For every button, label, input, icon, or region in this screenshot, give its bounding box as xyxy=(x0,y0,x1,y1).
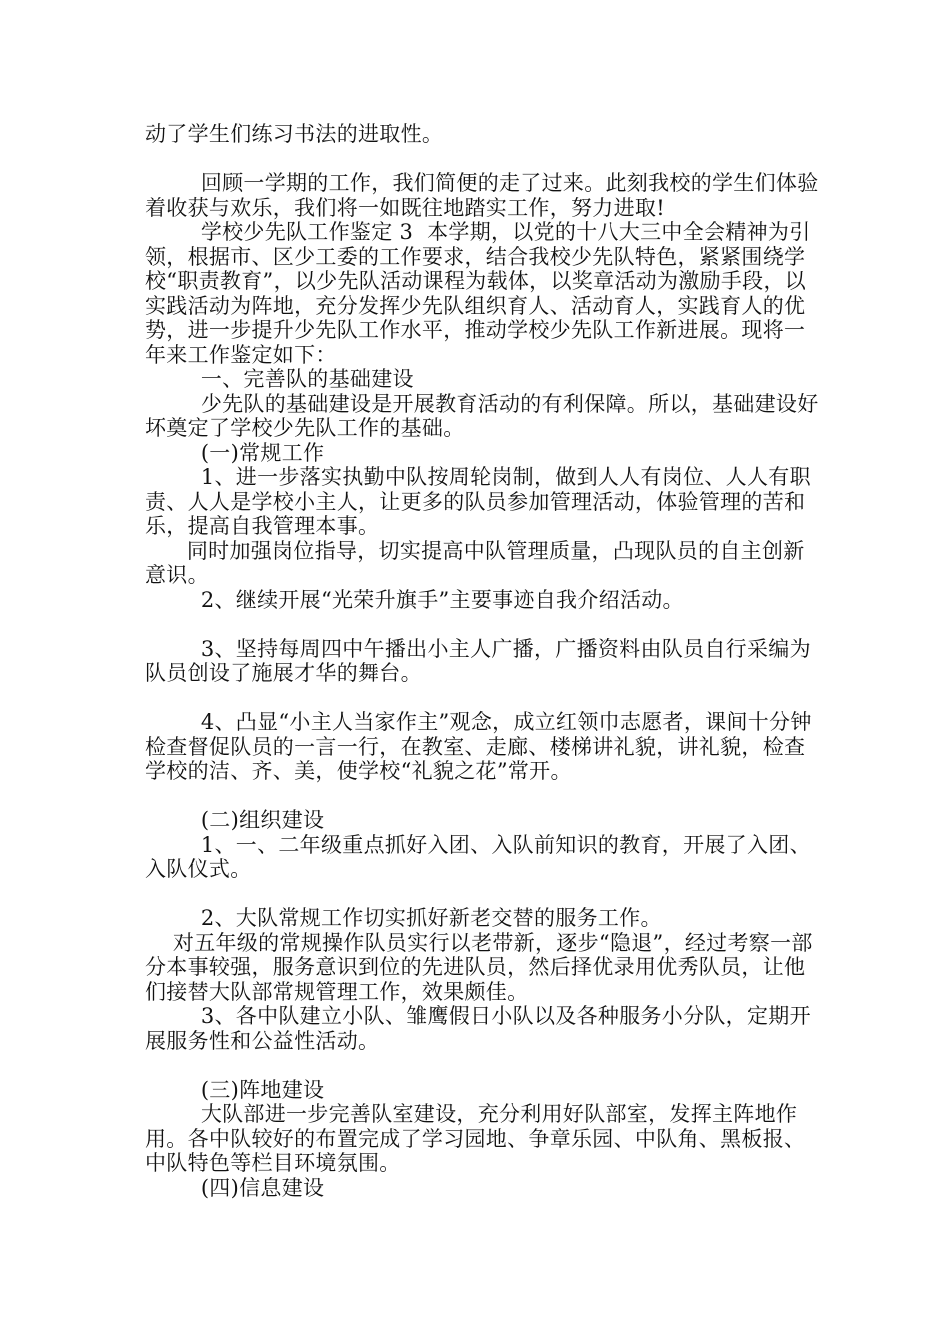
blank-line xyxy=(145,784,825,809)
blank-line xyxy=(145,1053,825,1078)
subsection-heading: (一)常规工作 xyxy=(145,440,325,465)
paragraph: 3、坚持每周四中午播出小主人广播，广播资料由队员自行采编为队员创设了施展才华的舞台。 xyxy=(145,636,811,685)
subsection-heading: (三)阵地建设 xyxy=(145,1077,325,1102)
paragraph: 1、进一步落实执勤中队按周轮岗制，做到人人有岗位、人人有职责、人人是学校小主人，让更多的队员参加管理活动，体验管理的苦和乐，提高自我管理本事。 xyxy=(145,465,811,538)
paragraph: 对五年级的常规操作队员实行以老带新，逐步“隐退”，经过考察一部分本事较强，服务意识到位的先进队员，然后择优录用优秀队员，让他们接替大队部常规管理工作，效果颇佳。 xyxy=(145,930,813,1004)
paragraph: 大队部进一步完善队室建设，充分利用好队部室，发挥主阵地作用。各中队较好的布置完成了学习园地、争章乐园、中队角、黑板报、中队特色等栏目环境氛围。 xyxy=(145,1102,806,1175)
blank-line xyxy=(145,686,825,711)
paragraph: 回顾一学期的工作，我们简便的走了过来。此刻我校的学生们体验着收获与欢乐，我们将一如既往地踏实工作，努力进取! xyxy=(145,171,819,220)
document-body xyxy=(145,122,825,1200)
paragraph: 同时加强岗位指导，切实提高中队管理质量，凸现队员的自主创新意识。 xyxy=(145,538,805,587)
blank-line xyxy=(145,612,825,637)
blank-line xyxy=(145,147,825,172)
blank-line xyxy=(145,882,825,907)
paragraph: 少先队的基础建设是开展教育活动的有利保障。所以，基础建设好坏奠定了学校少先队工作的基础。 xyxy=(145,391,819,440)
paragraph: 2、大队常规工作切实抓好新老交替的服务工作。 xyxy=(145,906,662,930)
paragraph: 动了学生们练习书法的进取性。 xyxy=(145,122,444,146)
paragraph: 4、凸显“小主人当家作主”观念，成立红领巾志愿者，课间十分钟检查督促队员的一言一行，在教室、走廊、楼梯讲礼貌，讲礼貌，检查学校的洁、齐、美，使学校“礼貌之花”常开。 xyxy=(145,710,812,783)
paragraph: 学校少先队工作鉴定 3 本学期，以党的十八大三中全会精神为引领，根据市、区少工委的工作要求，结合我校少先队特色，紧紧围绕学校“职责教育”，以少先队活动课程为载体，以奖章活动为激励手段，以实践活动为阵地，充分发挥少先队组织育人、活动育人，实践育人的优势，进一步提升少先队工作水平，推动学校少先队工作新进展。现将一年来工作鉴定如下： xyxy=(145,220,811,367)
paragraph: 3、各中队建立小队、雏鹰假日小队以及各种服务小分队，定期开展服务性和公益性活动。 xyxy=(145,1004,811,1053)
paragraph: 2、继续开展“光荣升旗手”主要事迹自我介绍活动。 xyxy=(145,587,684,612)
section-heading: 一、完善队的基础建设 xyxy=(145,367,414,391)
subsection-heading: (四)信息建设 xyxy=(145,1175,325,1200)
paragraph: 1、一、二年级重点抓好入团、入队前知识的教育，开展了入团、入队仪式。 xyxy=(145,832,811,881)
subsection-heading: (二)组织建设 xyxy=(145,808,325,832)
